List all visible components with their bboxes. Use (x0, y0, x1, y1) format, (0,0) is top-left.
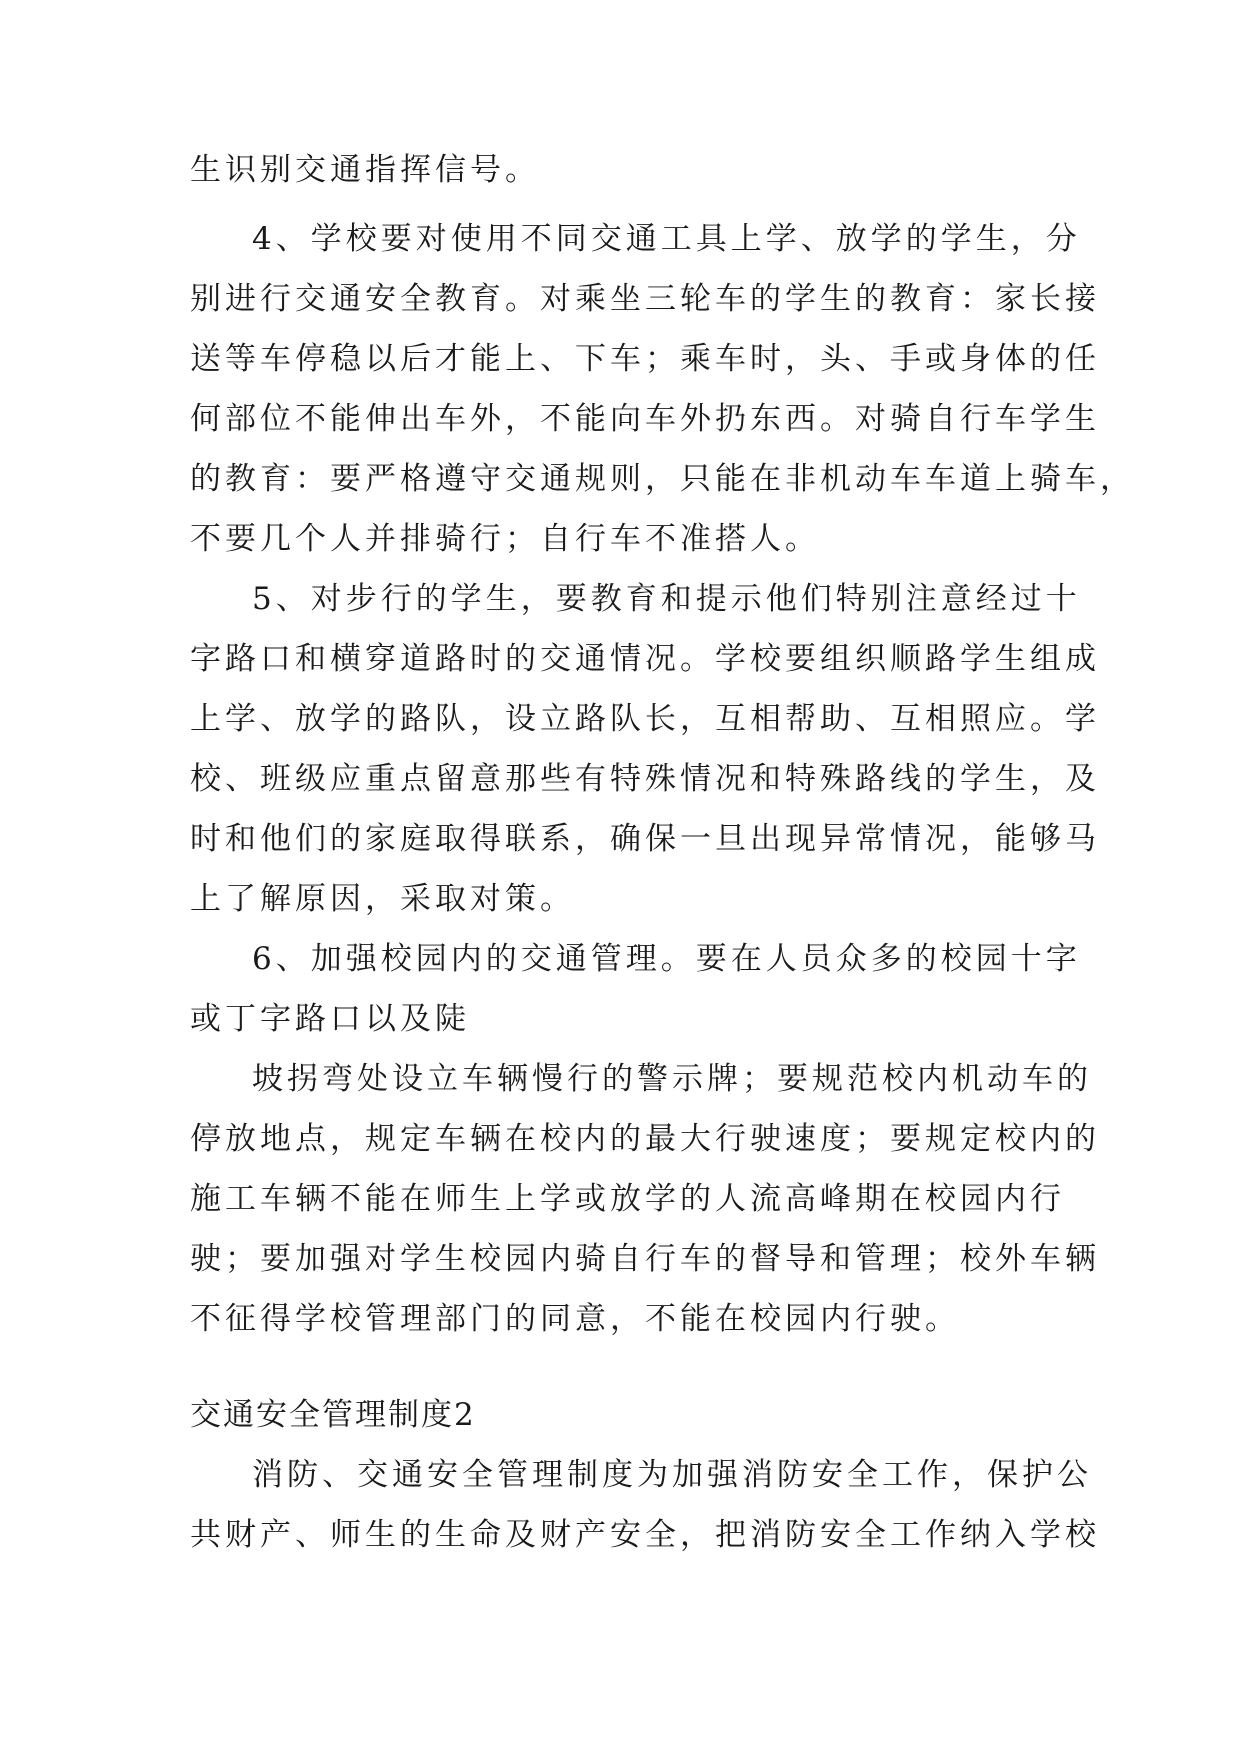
text-line: 驶；要加强对学生校园内骑自行车的督导和管理；校外车辆 (190, 1241, 1100, 1277)
text-line: 5、对步行的学生，要教育和提示他们特别注意经过十 (252, 581, 1081, 617)
text-line: 别进行交通安全教育。对乘坐三轮车的学生的教育：家长接 (190, 281, 1100, 317)
text-line: 6、加强校园内的交通管理。要在人员众多的校园十字 (252, 941, 1081, 977)
text-line: 上学、放学的路队，设立路队长，互相帮助、互相照应。学 (190, 701, 1100, 737)
text-line: 生识别交通指挥信号。 (190, 152, 540, 188)
text-line: 不征得学校管理部门的同意，不能在校园内行驶。 (190, 1301, 960, 1337)
text-line: 送等车停稳以后才能上、下车；乘车时，头、手或身体的任 (190, 341, 1100, 377)
text-line: 坡拐弯处设立车辆慢行的警示牌；要规范校内机动车的 (252, 1061, 1092, 1097)
text-line: 不要几个人并排骑行；自行车不准搭人。 (190, 521, 820, 557)
text-line: 的教育：要严格遵守交通规则，只能在非机动车车道上骑车， (190, 461, 1135, 497)
text-line: 4、学校要对使用不同交通工具上学、放学的学生，分 (252, 221, 1081, 257)
text-line: 共财产、师生的生命及财产安全，把消防安全工作纳入学校 (190, 1517, 1100, 1553)
text-line: 上了解原因，采取对策。 (190, 881, 575, 917)
text-line: 何部位不能伸出车外，不能向车外扔东西。对骑自行车学生 (190, 401, 1100, 437)
text-line: 字路口和横穿道路时的交通情况。学校要组织顺路学生组成 (190, 641, 1100, 677)
text-line: 停放地点，规定车辆在校内的最大行驶速度；要规定校内的 (190, 1121, 1100, 1157)
text-line: 校、班级应重点留意那些有特殊情况和特殊路线的学生，及 (190, 761, 1100, 797)
section-heading: 交通安全管理制度2 (190, 1397, 476, 1433)
text-line: 消防、交通安全管理制度为加强消防安全工作，保护公 (252, 1457, 1092, 1493)
text-line: 时和他们的家庭取得联系，确保一旦出现异常情况，能够马 (190, 821, 1100, 857)
text-line: 或丁字路口以及陡 (190, 1001, 470, 1037)
text-line: 施工车辆不能在师生上学或放学的人流高峰期在校园内行 (190, 1181, 1065, 1217)
